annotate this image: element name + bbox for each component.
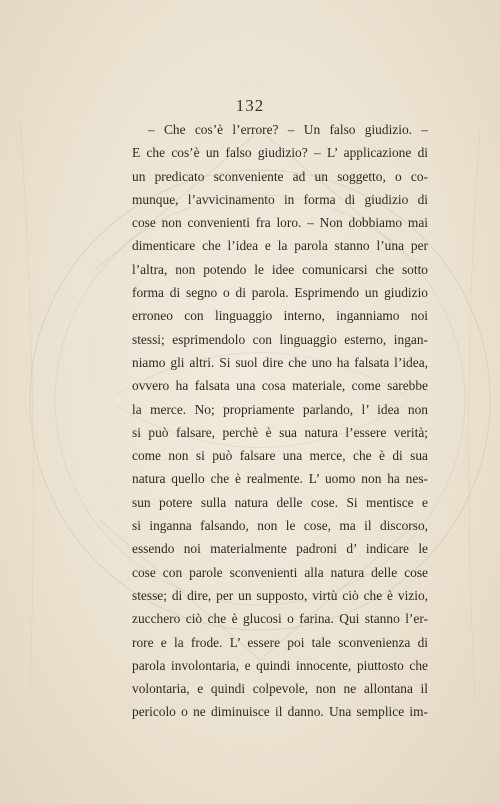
text-line: niamo gli altri. Si suol dire che uno ha falsata l’idea, bbox=[132, 354, 428, 370]
text-line: l’altra, non potendo le idee comunicarsi che sotto bbox=[132, 261, 428, 277]
text-line: ovvero ha falsata una cosa materiale, come sarebbe bbox=[132, 378, 428, 394]
text-line: zucchero ciò che è glucosi o farina. Qui stanno l’er- bbox=[132, 611, 428, 627]
text-line: si può falsare, perchè è sua natura l’essere verità; bbox=[132, 424, 428, 440]
text-line: un predicato sconveniente ad un soggetto, o co- bbox=[132, 168, 428, 184]
text-line: rore e la frode. L’ essere poi tale sconvenienza di bbox=[132, 634, 428, 650]
text-line: stesse; di dire, per un supposto, virtù ciò che è vizio, bbox=[132, 587, 428, 603]
text-line: forma di segno o di parola. Esprimendo un giudizio bbox=[132, 285, 428, 301]
text-line: si inganna falsando, non le cose, ma il discorso, bbox=[132, 518, 428, 534]
text-line: essendo noi materialmente padroni d’ indicare le bbox=[132, 541, 428, 557]
text-line: dimenticare che l’idea e la parola stanno l’una per bbox=[132, 238, 428, 254]
text-line: munque, l’avvicinamento in forma di giudizio di bbox=[132, 191, 428, 207]
text-line: la merce. No; propriamente parlando, l’ idea non bbox=[132, 401, 428, 417]
text-line: parola involontaria, e quindi innocente, piuttosto che bbox=[132, 657, 428, 673]
text-line: cose con parole sconvenienti alla natura delle cose bbox=[132, 564, 428, 580]
text-line: cose non convenienti fra loro. – Non dobbiamo mai bbox=[132, 215, 428, 231]
text-line: erroneo con linguaggio interno, inganniamo noi bbox=[132, 308, 428, 324]
text-line: volontaria, e quindi colpevole, non ne allontana il bbox=[132, 681, 428, 697]
text-line: – Che cos’è l’errore? – Un falso giudizio. – bbox=[148, 122, 428, 137]
page-number: 132 bbox=[235, 96, 265, 115]
text-line: E che cos’è un falso giudizio? – L’ applicazione di bbox=[132, 145, 428, 161]
text-line: pericolo o ne diminuisce il danno. Una semplice im- bbox=[132, 704, 428, 720]
text-line: natura quello che è realmente. L’ uomo non ha nes- bbox=[132, 471, 428, 487]
body-text bbox=[132, 118, 428, 724]
text-line: come non si può falsare una merce, che è di sua bbox=[132, 448, 428, 464]
text-line: stessi; esprimendolo con linguaggio esterno, ingan- bbox=[132, 331, 428, 347]
text-line: sun potere sulla natura delle cose. Si mentisce e bbox=[132, 494, 428, 510]
